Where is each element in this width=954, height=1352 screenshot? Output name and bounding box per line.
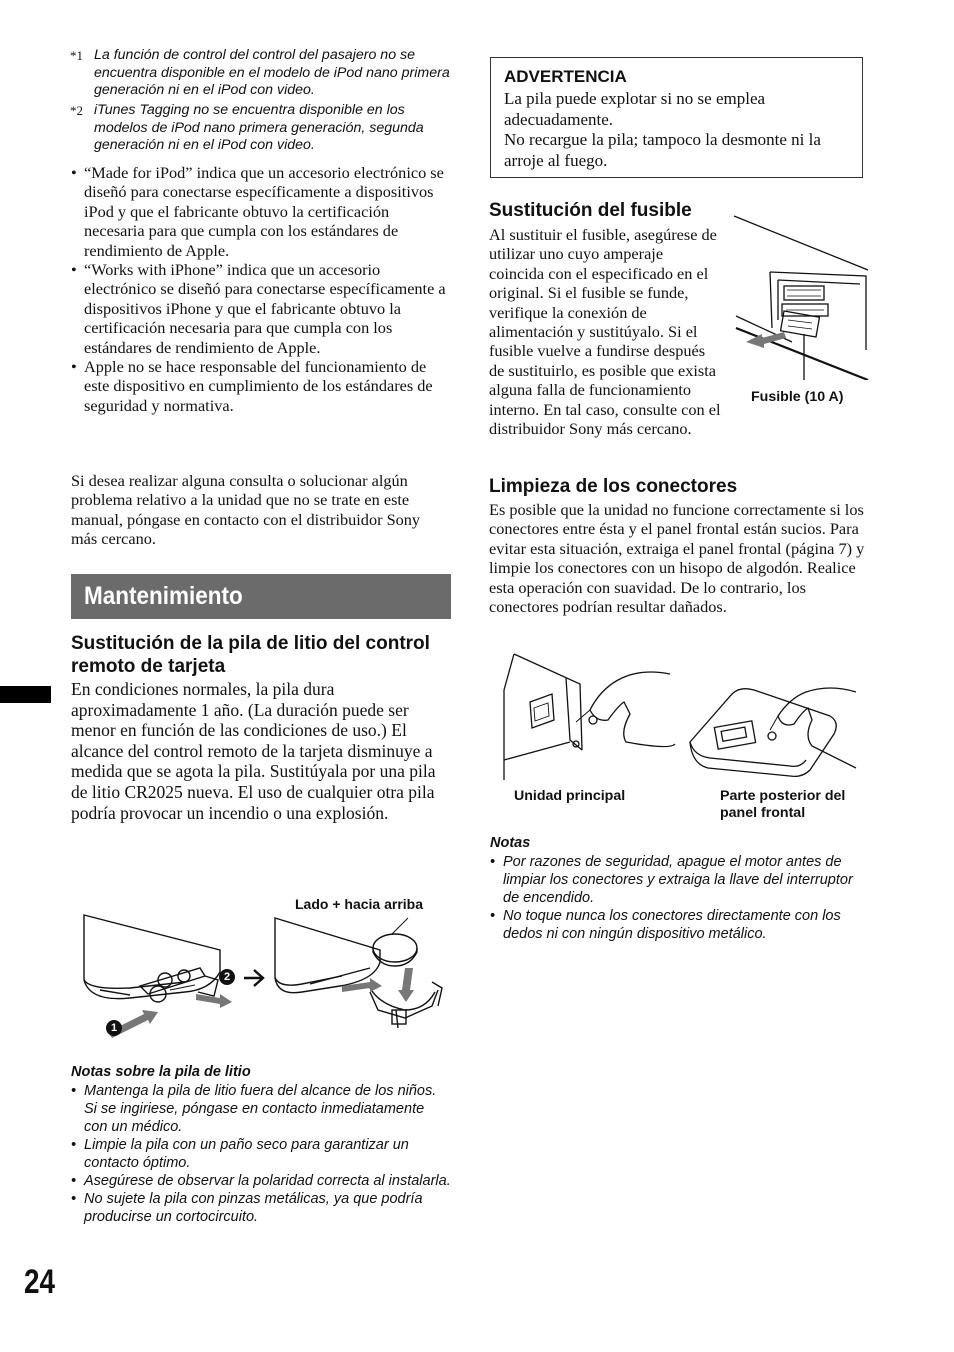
page-number: 24 [24,1263,56,1301]
battery-notes-title: Notas sobre la pila de litio [71,1064,251,1080]
footnote-mark: *1 [70,48,83,63]
battery-figure-label: Lado + hacia arriba [295,896,423,912]
step-2-badge [219,969,235,985]
warning-title: ADVERTENCIA [504,67,627,86]
side-tab-marker [0,686,51,703]
footnote-text: iTunes Tagging no se encuentra disponible en los modelos de iPod nano primera generación, segunda generación ni en el iPod con video. [94,102,424,153]
connectors-notes-list [490,853,870,943]
connector-cleaning-illustration [500,650,860,780]
fuse-illustration [732,210,872,380]
step-1-badge [106,1020,122,1036]
connectors-body: Es posible que la unidad no funcione correctamente si los conectores entre ésta y el panel frontal están sucios. Para evitar esta situación, extraiga el panel frontal (página 7) y limpie los conectores con un hisopo de algodón. Realice esta operación con suavidad. De lo contrario, los conectores podrían resultar dañados. [489,500,865,617]
front-panel-back-label: Parte posterior del panel frontal [720,788,846,821]
list-item: • No sujete la pila con pinzas metálicas, ya que podría producirse un cortocircuito. [71,1190,451,1226]
list-item: • Limpie la pila con un paño seco para garantizar un contacto óptimo. [71,1136,451,1172]
battery-replacement-illustration [80,910,450,1045]
connectors-heading: Limpieza de los conectores [489,476,738,497]
battery-body: En condiciones normales, la pila dura aproximadamente 1 año. (La duración puede ser menor en función de las condiciones de uso.) El alcance del control remoto de la tarjeta disminuye a medida que se agota la pila. Sustitúyala por una pila de litio CR2025 nueva. El uso de cualquier otra pila podría provocar un incendio o una explosión. [71,679,436,823]
list-item: • Apple no se hace responsable del funcionamiento de este dispositivo en cumplimiento de los estándares de seguridad y normativa. [71,357,449,415]
list-item: • “Made for iPod” indica que un accesorio electrónico se diseñó para conectarse específicamente a dispositivos iPod y que el fabricante obtuvo la certificación necesaria para que cumpla con los estándares de rendimiento de Apple. [71,163,449,260]
list-item: • Por razones de seguridad, apague el motor antes de limpiar los conectores y extraiga la llave del interruptor de encendido. [490,853,870,907]
main-unit-label: Unidad principal [514,788,626,804]
footnote-1 [70,47,454,100]
section-title-bar [71,574,451,619]
connectors-notes-title: Notas [490,835,531,851]
fuse-heading: Sustitución del fusible [489,200,692,221]
battery-notes-list [71,1082,451,1226]
list-item: • Asegúrese de observar la polaridad correcta al instalarla. [71,1172,451,1190]
apple-bullet-list [71,163,449,415]
section-title: Mantenimiento [84,582,243,610]
list-item: • No toque nunca los conectores directamente con los dedos ni con ningún dispositivo metálico. [490,907,870,943]
footnote-text: La función de control del control del pasajero no se encuentra disponible en el modelo de iPod nano primera generación ni en el iPod con video. [94,47,450,98]
footnote-mark: *2 [70,103,83,118]
warning-line: La pila puede explotar si no se emplea adecuadamente. [504,89,766,129]
warning-line: No recargue la pila; tampoco la desmonte ni la arroje al fuego. [504,130,821,170]
battery-heading: Sustitución de la pila de litio del control remoto de tarjeta [71,633,430,677]
list-item: • Mantenga la pila de litio fuera del alcance de los niños. Si se ingiriese, póngase en contacto inmediatamente con un médico. [71,1082,451,1136]
list-item: • “Works with iPhone” indica que un accesorio electrónico se diseñó para conectarse específicamente a dispositivos iPhone y que el fabricante obtuvo la certificación necesaria para que cumpla con los estándares de rendimiento de Apple. [71,260,449,357]
contact-paragraph: Si desea realizar alguna consulta o solucionar algún problema relativo a la unidad que no se trate en este manual, póngase en contacto con el distribuidor Sony más cercano. [71,471,421,549]
fuse-figure-label: Fusible (10 A) [751,389,844,405]
warning-box [490,57,863,178]
footnote-2 [70,102,454,155]
step-1-number: 1 [110,1022,118,1034]
fuse-body: Al sustituir el fusible, asegúrese de utilizar uno cuyo amperaje coincida con el especificado en el original. Si el fusible se funde, verifique la conexión de alimentación y sustitúyalo. Si el fusible vuelve a fundirse después de sustituirlo, es posible que exista alguna falla de funcionamiento interno. En tal caso, consulte con el distribuidor Sony más cercano. [489,225,721,439]
step-2-number: 2 [223,971,231,983]
